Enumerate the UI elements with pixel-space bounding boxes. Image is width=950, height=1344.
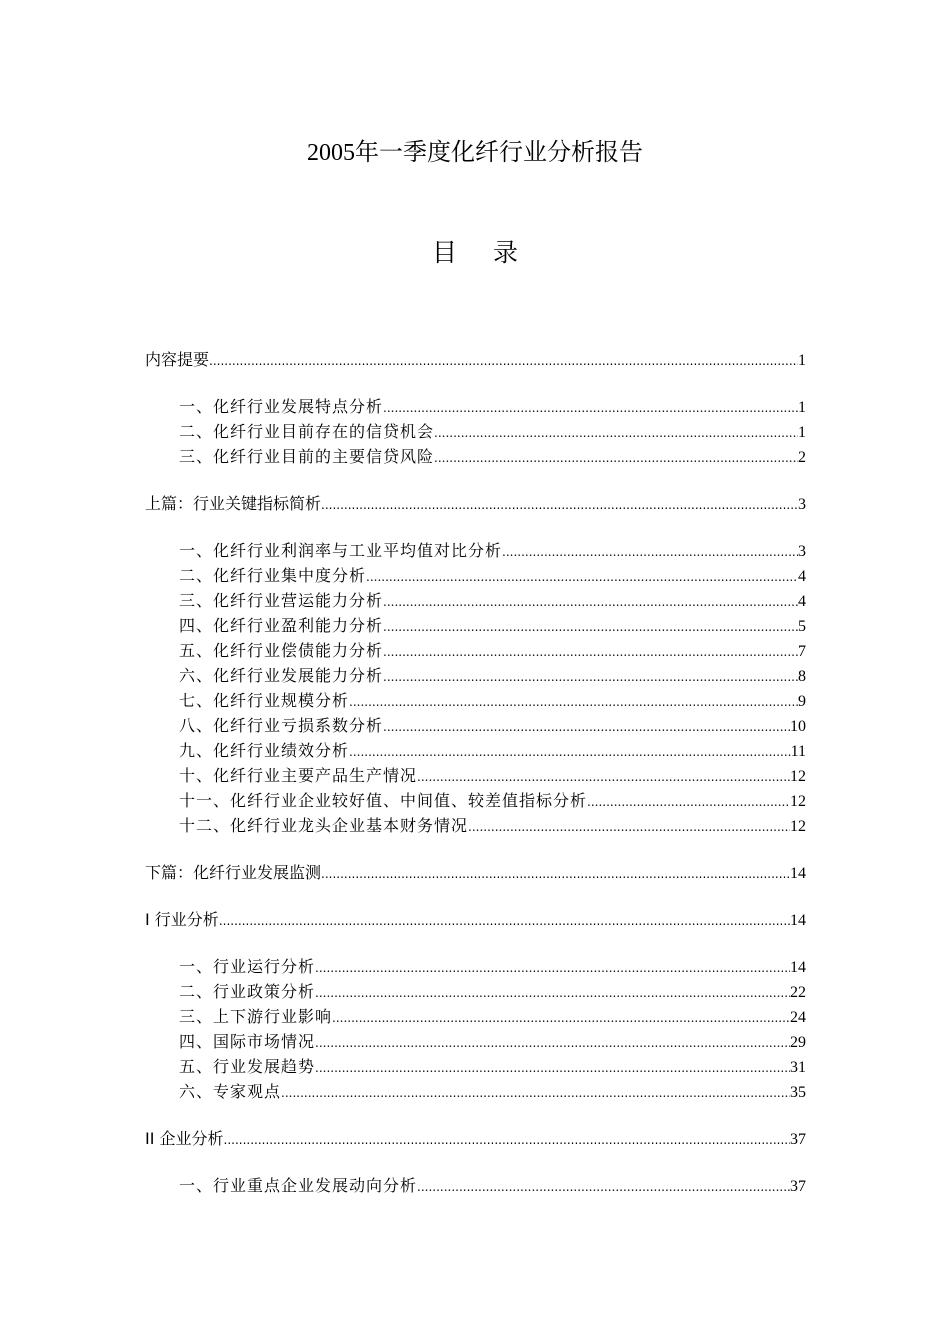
toc-heading: 目 录 — [432, 238, 532, 267]
toc-section-entry[interactable] — [145, 347, 806, 371]
toc-entry-label: 八、化纤行业亏损系数分析 — [179, 716, 384, 735]
toc-item-entry[interactable] — [179, 979, 806, 1003]
toc-page-number: 1 — [798, 399, 806, 416]
toc-item-entry[interactable] — [179, 688, 806, 712]
toc-page-number: 37 — [790, 1131, 806, 1148]
toc-entry-label: 下篇：化纤行业发展监测 — [145, 863, 322, 882]
toc-entry-label: 十二、化纤行业龙头企业基本财务情况 — [179, 816, 469, 835]
toc-page-number: 8 — [798, 668, 806, 685]
toc-entry-label: 七、化纤行业规模分析 — [179, 691, 350, 710]
toc-item-entry[interactable] — [179, 1173, 806, 1197]
toc-dot-leader — [332, 1011, 790, 1025]
toc-section-entry[interactable] — [145, 860, 806, 884]
toc-dot-leader — [383, 645, 798, 659]
toc-dot-leader — [349, 695, 798, 709]
document-title: 2005年一季度化纤行业分析报告 — [307, 140, 643, 166]
toc-dot-leader — [587, 795, 790, 809]
toc-page-number: 31 — [790, 1059, 806, 1076]
toc-item-entry[interactable] — [179, 563, 806, 587]
toc-dot-leader — [417, 770, 790, 784]
toc-page-number: 12 — [790, 818, 806, 835]
toc-item-entry[interactable] — [179, 394, 806, 418]
toc-dot-leader — [281, 1086, 790, 1100]
toc-dot-leader — [321, 498, 798, 512]
toc-dot-leader — [321, 867, 790, 881]
toc-entry-label: 一、化纤行业发展特点分析 — [179, 397, 384, 416]
toc-dot-leader — [366, 570, 798, 584]
toc-entry-label: 一、化纤行业利润率与工业平均值对比分析 — [179, 541, 503, 560]
toc-page-number: 10 — [790, 718, 806, 735]
toc-section-entry[interactable] — [145, 907, 806, 931]
toc-item-entry[interactable] — [179, 738, 806, 762]
toc-page-number: 37 — [790, 1178, 806, 1195]
toc-entry-label: 二、化纤行业目前存在的信贷机会 — [179, 422, 435, 441]
toc-item-entry[interactable] — [179, 613, 806, 637]
toc-entry-label: 五、行业发展趋势 — [179, 1057, 316, 1076]
toc-entry-label: 二、化纤行业集中度分析 — [179, 566, 367, 585]
toc-entry-label: 二、行业政策分析 — [179, 982, 316, 1001]
toc-entry-label: 九、化纤行业绩效分析 — [179, 741, 350, 760]
toc-section-entry[interactable] — [145, 1126, 806, 1150]
toc-item-entry[interactable] — [179, 588, 806, 612]
toc-item-entry[interactable] — [179, 813, 806, 837]
toc-entry-label: 四、化纤行业盈利能力分析 — [179, 616, 384, 635]
toc-entry-label: 内容提要 — [145, 350, 210, 369]
toc-entry-label: 三、上下游行业影响 — [179, 1007, 333, 1026]
toc-dot-leader — [224, 1133, 790, 1147]
toc-item-entry[interactable] — [179, 444, 806, 468]
toc-dot-leader — [417, 1180, 790, 1194]
toc-page-number: 5 — [798, 618, 806, 635]
toc-entry-label: 一、行业运行分析 — [179, 957, 316, 976]
toc-item-entry[interactable] — [179, 763, 806, 787]
toc-entry-label: 六、化纤行业发展能力分析 — [179, 666, 384, 685]
toc-page-number: 22 — [790, 984, 806, 1001]
toc-dot-leader — [315, 1061, 790, 1075]
toc-entry-label: 六、专家观点 — [179, 1082, 282, 1101]
toc-item-entry[interactable] — [179, 788, 806, 812]
toc-entry-label: I 行业分析 — [145, 910, 219, 929]
toc-item-entry[interactable] — [179, 1004, 806, 1028]
toc-entry-label: 上篇：行业关键指标简析 — [145, 494, 322, 513]
toc-page-number: 14 — [790, 912, 806, 929]
toc-page-number: 29 — [790, 1034, 806, 1051]
toc-entry-label: 四、国际市场情况 — [179, 1032, 316, 1051]
toc-dot-leader — [315, 1036, 790, 1050]
toc-dot-leader — [383, 670, 798, 684]
toc-item-entry[interactable] — [179, 954, 806, 978]
toc-page-number: 4 — [798, 593, 806, 610]
toc-page-number: 4 — [798, 568, 806, 585]
toc-dot-leader — [315, 986, 790, 1000]
toc-entry-label: 五、化纤行业偿债能力分析 — [179, 641, 384, 660]
toc-dot-leader — [434, 426, 798, 440]
toc-item-entry[interactable] — [179, 713, 806, 737]
toc-item-entry[interactable] — [179, 663, 806, 687]
toc-page-number: 11 — [790, 743, 806, 760]
toc-entry-label: 三、化纤行业营运能力分析 — [179, 591, 384, 610]
toc-dot-leader — [349, 745, 791, 759]
toc-page-number: 9 — [798, 693, 806, 710]
toc-dot-leader — [468, 820, 790, 834]
toc-dot-leader — [502, 545, 798, 559]
toc-page-number: 24 — [790, 1009, 806, 1026]
toc-entry-label: 十、化纤行业主要产品生产情况 — [179, 766, 418, 785]
toc-page-number: 2 — [798, 449, 806, 466]
toc-page-number: 3 — [798, 496, 806, 513]
toc-item-entry[interactable] — [179, 1029, 806, 1053]
toc-page-number: 1 — [798, 424, 806, 441]
toc-page-number: 12 — [790, 768, 806, 785]
toc-item-entry[interactable] — [179, 538, 806, 562]
toc-dot-leader — [383, 401, 798, 415]
toc-page-number: 12 — [790, 793, 806, 810]
toc-dot-leader — [383, 595, 798, 609]
toc-entry-label: II 企业分析 — [145, 1129, 224, 1148]
toc-entry-label: 十一、化纤行业企业较好值、中间值、较差值指标分析 — [179, 791, 588, 810]
toc-dot-leader — [383, 620, 798, 634]
toc-page-number: 7 — [798, 643, 806, 660]
toc-entry-label: 三、化纤行业目前的主要信贷风险 — [179, 447, 435, 466]
toc-dot-leader — [434, 451, 798, 465]
toc-page-number: 3 — [798, 543, 806, 560]
toc-item-entry[interactable] — [179, 419, 806, 443]
toc-entry-label: 一、行业重点企业发展动向分析 — [179, 1176, 418, 1195]
toc-page-number: 35 — [790, 1084, 806, 1101]
toc-dot-leader — [219, 914, 790, 928]
toc-item-entry[interactable] — [179, 638, 806, 662]
toc-dot-leader — [209, 354, 798, 368]
toc-dot-leader — [383, 720, 790, 734]
toc-item-entry[interactable] — [179, 1054, 806, 1078]
toc-section-entry[interactable] — [145, 491, 806, 515]
toc-item-entry[interactable] — [179, 1079, 806, 1103]
toc-page-number: 14 — [790, 959, 806, 976]
toc-page-number: 14 — [790, 865, 806, 882]
toc-page-number: 1 — [798, 352, 806, 369]
toc-dot-leader — [315, 961, 790, 975]
